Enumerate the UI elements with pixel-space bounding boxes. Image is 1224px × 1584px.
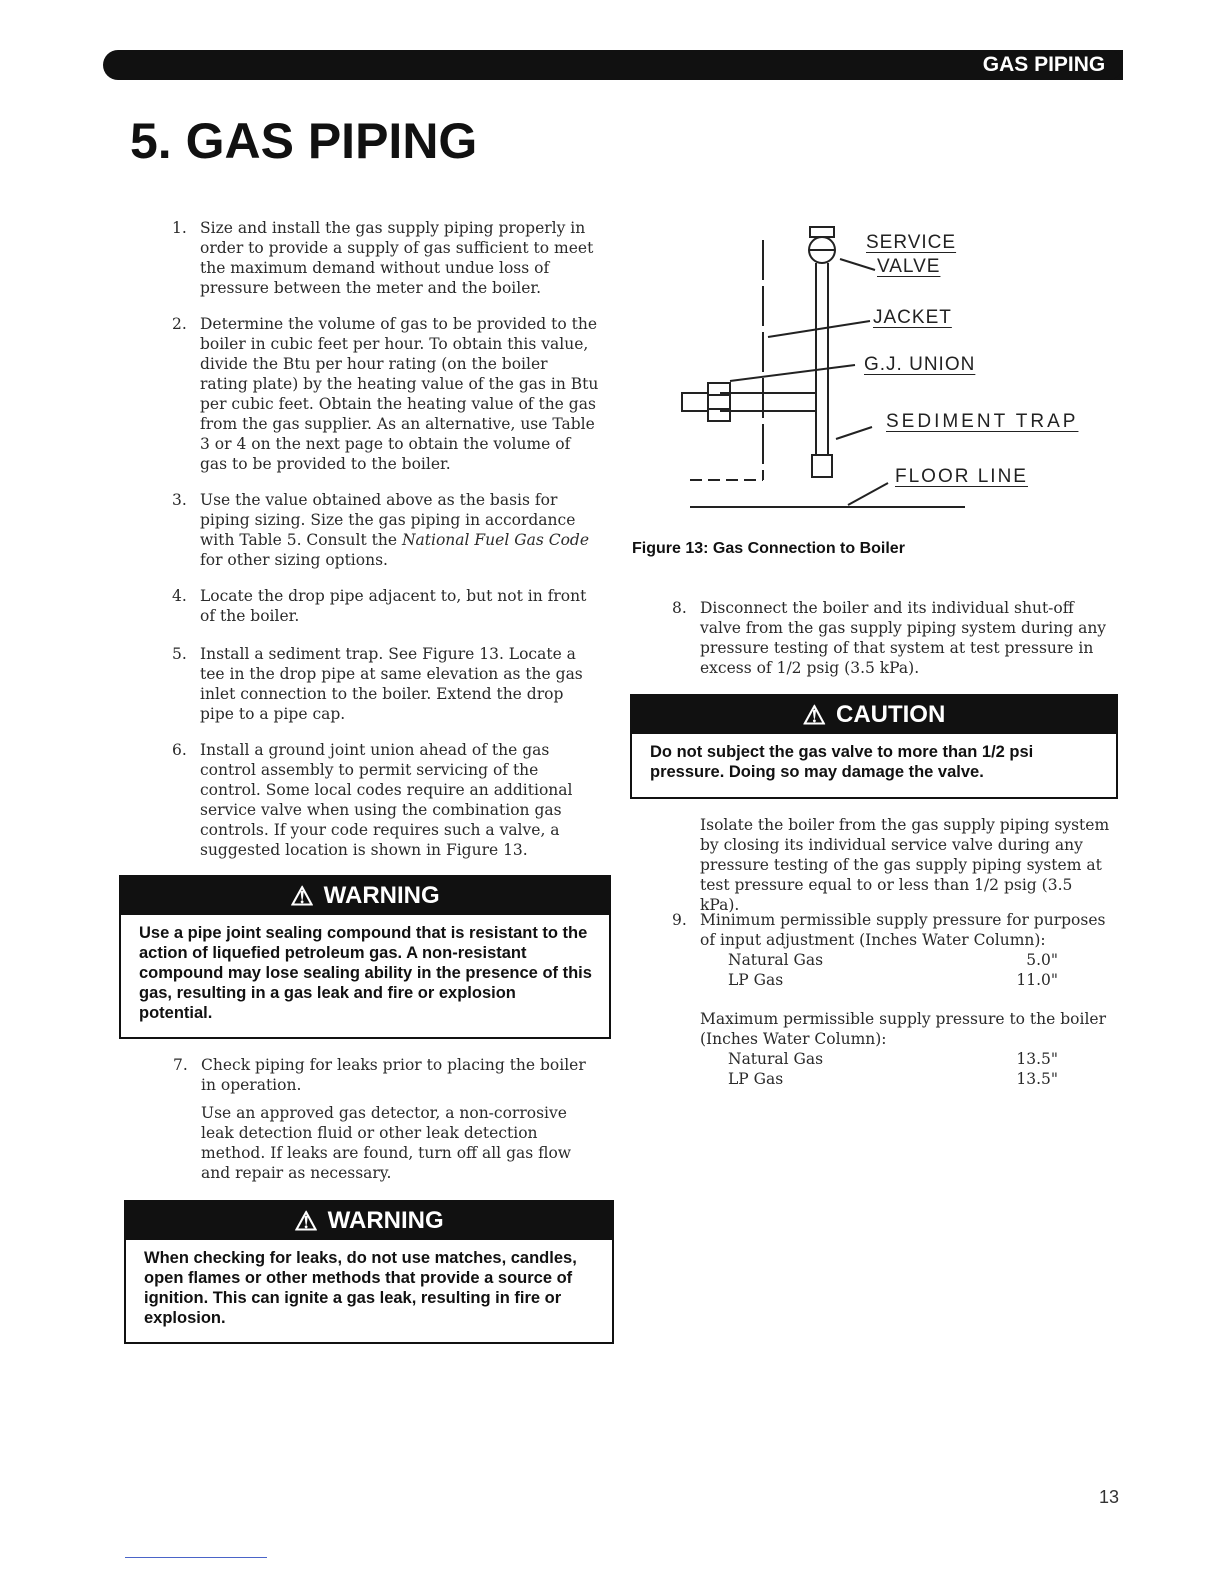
item-text: Check piping for leaks prior to placing the boiler in operation. bbox=[201, 1056, 586, 1094]
item-text: Determine the volume of gas to be provided to the boiler in cubic feet per hour. To obtain this value, divide the Btu per hour rating (on the boiler rating plate) by the heating value of the gas in Btu per cubic feet. Obtain the heating value of the gas from the gas supplier. As an alternative, use Table 3 or 4 on the next page to obtain the volume of gas to be provided to the boiler. bbox=[200, 315, 599, 473]
list-item bbox=[172, 644, 600, 724]
spec-value: 5.0" bbox=[1026, 951, 1058, 969]
isolate-text: Isolate the boiler from the gas supply piping system by closing its individual service valve during any pressure testing of the gas supply piping system at test pressure equal to or less than 1/2 psig (3.5 kPa). bbox=[700, 816, 1110, 914]
spec-row bbox=[728, 970, 1058, 990]
section-header-bar bbox=[103, 50, 1123, 80]
warning-triangle-icon: ⚠ bbox=[290, 881, 314, 911]
caution-text: Do not subject the gas valve to more than 1/2 psi pressure. Doing so may damage the valve. bbox=[650, 743, 1034, 781]
list-item bbox=[172, 218, 600, 298]
list-item bbox=[172, 740, 600, 860]
spec-value: 13.5" bbox=[1016, 1070, 1058, 1088]
list-item bbox=[172, 586, 600, 626]
list-item bbox=[172, 314, 600, 474]
union-label: G.J. UNION bbox=[864, 354, 976, 375]
item-number: 8. bbox=[672, 599, 687, 617]
warning-title: WARNING bbox=[327, 1207, 444, 1234]
spec-row bbox=[728, 1049, 1058, 1069]
gas-connection-diagram bbox=[640, 215, 1120, 525]
warning-triangle-icon: ⚠ bbox=[802, 700, 826, 730]
item-number: 2. bbox=[172, 315, 187, 333]
item-number: 6. bbox=[172, 741, 187, 759]
section-tab: GAS PIPING bbox=[965, 50, 1123, 80]
spec-value: 11.0" bbox=[1016, 971, 1058, 989]
warning-box bbox=[119, 875, 611, 1039]
page-title: 5. GAS PIPING bbox=[130, 113, 478, 169]
min-pressure-table bbox=[728, 950, 1110, 990]
spec-label: LP Gas bbox=[728, 1070, 784, 1088]
list-item bbox=[173, 1055, 601, 1183]
page-number: 13 bbox=[1098, 1487, 1119, 1507]
item-number: 3. bbox=[172, 491, 187, 509]
figure-caption: Figure 13: Gas Connection to Boiler bbox=[632, 540, 905, 557]
code-reference: National Fuel Gas Code bbox=[401, 531, 589, 549]
spec-row bbox=[728, 950, 1058, 970]
item-number: 9. bbox=[672, 911, 687, 929]
item-text: Size and install the gas supply piping properly in order to provide a supply of gas sufficient to meet the maximum demand without undue loss of pressure between the meter and the boiler. bbox=[200, 219, 594, 297]
warning-box bbox=[124, 1200, 614, 1344]
item-number: 7. bbox=[173, 1056, 188, 1074]
warning-text: When checking for leaks, do not use matches, candles, open flames or other methods that provide a source of ignition. This can ignite a gas leak, resulting in fire or explosion. bbox=[144, 1249, 577, 1327]
warning-header bbox=[126, 1202, 612, 1240]
spec-row bbox=[728, 1069, 1058, 1089]
list-item bbox=[672, 598, 1110, 678]
item-text: Use the value obtained above as the basis for piping sizing. Size the gas piping in accordance with Table 5. Consult the National Fuel Gas Code for other sizing options. bbox=[200, 491, 589, 569]
sediment-trap-label: SEDIMENT TRAP bbox=[886, 411, 1079, 432]
item-number: 4. bbox=[172, 587, 187, 605]
valve-label: VALVE bbox=[877, 256, 941, 277]
min-pressure-title: Minimum permissible supply pressure for purposes of input adjustment (Inches Water Column): bbox=[700, 911, 1106, 949]
spec-label: LP Gas bbox=[728, 971, 784, 989]
item-number: 1. bbox=[172, 219, 187, 237]
list-item bbox=[172, 490, 600, 570]
item-text: Locate the drop pipe adjacent to, but not in front of the boiler. bbox=[200, 587, 587, 625]
floor-line-label: FLOOR LINE bbox=[895, 466, 1028, 487]
spec-label: Natural Gas bbox=[728, 1050, 824, 1068]
item-text: Disconnect the boiler and its individual shut-off valve from the gas supply piping system during any pressure testing of that system at test pressure in excess of 1/2 psig (3.5 kPa). bbox=[700, 599, 1107, 677]
warning-triangle-icon: ⚠ bbox=[294, 1206, 318, 1236]
spec-value: 13.5" bbox=[1016, 1050, 1058, 1068]
item-text: Install a sediment trap. See Figure 13. Locate a tee in the drop pipe at same elevation as the gas inlet connection to the boiler. Extend the drop pipe to a pipe cap. bbox=[200, 645, 583, 723]
max-pressure-table bbox=[728, 1049, 1110, 1089]
warning-header bbox=[121, 877, 609, 915]
caution-title: CAUTION bbox=[835, 701, 946, 728]
item-number: 5. bbox=[172, 645, 187, 663]
item-text-continued: Use an approved gas detector, a non-corrosive leak detection fluid or other leak detection method. If leaks are found, turn off all gas flow and repair as necessary. bbox=[201, 1104, 572, 1182]
warning-text: Use a pipe joint sealing compound that is resistant to the action of liquefied petroleum gas. A non-resistant compound may lose sealing ability in the presence of this gas, resulting in a gas leak and fire or explosion potential. bbox=[139, 924, 592, 1022]
paragraph bbox=[700, 815, 1110, 915]
warning-title: WARNING bbox=[323, 882, 440, 909]
list-item bbox=[672, 910, 1110, 1089]
service-label: SERVICE bbox=[866, 232, 957, 253]
footer-rule bbox=[125, 1557, 267, 1558]
max-pressure-title: Maximum permissible supply pressure to the boiler (Inches Water Column): bbox=[700, 1010, 1106, 1048]
caution-box bbox=[630, 694, 1118, 799]
item-text: Install a ground joint union ahead of the gas control assembly to permit servicing of the control. Some local codes require an additional service valve when using the combination gas controls. If your code requires such a valve, a suggested location is shown in Figure 13. bbox=[200, 741, 573, 859]
jacket-label: JACKET bbox=[873, 307, 952, 328]
spec-label: Natural Gas bbox=[728, 951, 824, 969]
caution-header bbox=[632, 696, 1116, 734]
